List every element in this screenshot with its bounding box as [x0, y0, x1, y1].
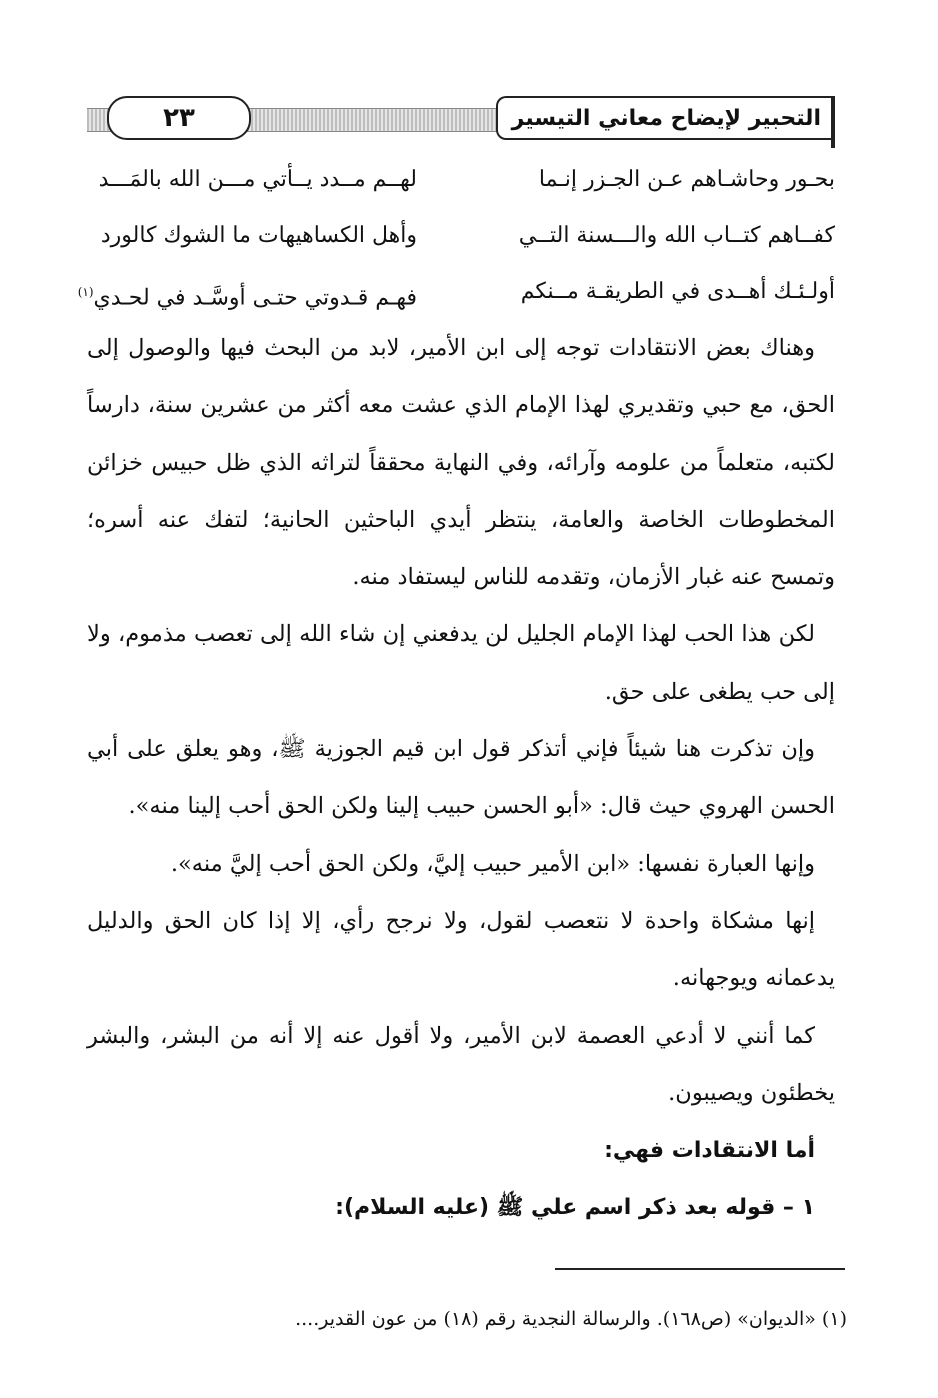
paragraph: إنها مشكاة واحدة لا نتعصب لقول، ولا نرجح رأي، إلا إذا كان الحق والدليل يدعمانه ويوجهانه.: [87, 907, 835, 992]
verse-first-hemistich: أولـئـك أهــدى في الطريقـة مــنكم: [520, 279, 835, 304]
header-vertical-rule: [831, 96, 835, 148]
page-body: [77, 152, 835, 1236]
running-header: [87, 96, 835, 148]
verse-first-hemistich: بحـور وحاشـاهم عـن الجـزر إنـما: [538, 167, 835, 192]
paragraph: وإنها العبارة نفسها: «ابن الأمير حبيب إليَّ، ولكن الحق أحب إليَّ منه».: [170, 850, 815, 877]
verse-first-hemistich: كفــاهم كتــاب الله والـــسنة التــي: [518, 223, 835, 248]
paragraph: وإن تذكرت هنا شيئاً فإني أتذكر قول ابن قيم الجوزية ﷺ، وهو يعلق على أبي الحسن الهروي حيث قال: «أبو الحسن حبيب إلينا ولكن الحق أحب إلينا منه».: [87, 736, 835, 820]
poem-verse: [77, 264, 835, 320]
running-title: التحبير لإيضاح معاني التيسير: [496, 96, 835, 140]
verse-text: فهـم قـدوتي حتـى أوسَّـد في لحـدي: [93, 285, 417, 311]
poem-verse: [87, 208, 835, 264]
poem-verse: [87, 152, 835, 208]
footnote: (١) «الديوان» (ص١٦٨). والرسالة النجدية رقم (١٨) من عون القدير....: [295, 1308, 847, 1330]
paragraph: كما أنني لا أدعي العصمة لابن الأمير، ولا أقول عنه إلا أنه من البشر، والبشر يخطئون ويصيبون.: [87, 1022, 835, 1106]
numbered-heading: ١ – قوله بعد ذكر اسم علي ﷺ (عليه السلام):: [335, 1195, 815, 1221]
verse-second-hemistich: لهــم مــدد يــأتي مـــن الله بالمَـــد: [98, 167, 417, 192]
paragraph: وهناك بعض الانتقادات توجه إلى ابن الأمير، لابد من البحث فيها والوصول إلى الحق، مع حبي وتقديري لهذا الإمام الذي عشت معه أكثر من عشرين سنة، دارساً لكتبه، متعلماً من علومه وآرائه، وفي النهاية محققاً لتراثه الذي ظل حبيس خزائن المخطوطات الخاصة والعامة، ينتظر أيدي الباحثين الحانية؛ لتفك عنه أسره؛ وتمسح عنه غبار الأزمان، وتقدمه للناس ليستفاد منه.: [87, 335, 835, 591]
page-number: ٢٣: [107, 96, 251, 140]
verse-second-hemistich: [77, 264, 417, 320]
paragraph: لكن هذا الحب لهذا الإمام الجليل لن يدفعني إن شاء الله إلى تعصب مذموم، ولا إلى حب يطغى على حق.: [87, 621, 835, 705]
footnote-reference[interactable]: (١): [77, 285, 94, 299]
verse-second-hemistich: وأهل الكساهيهات ما الشوك كالورد: [100, 223, 417, 248]
section-heading: أما الانتقادات فهي:: [604, 1138, 815, 1164]
footnote-separator: [555, 1268, 845, 1270]
